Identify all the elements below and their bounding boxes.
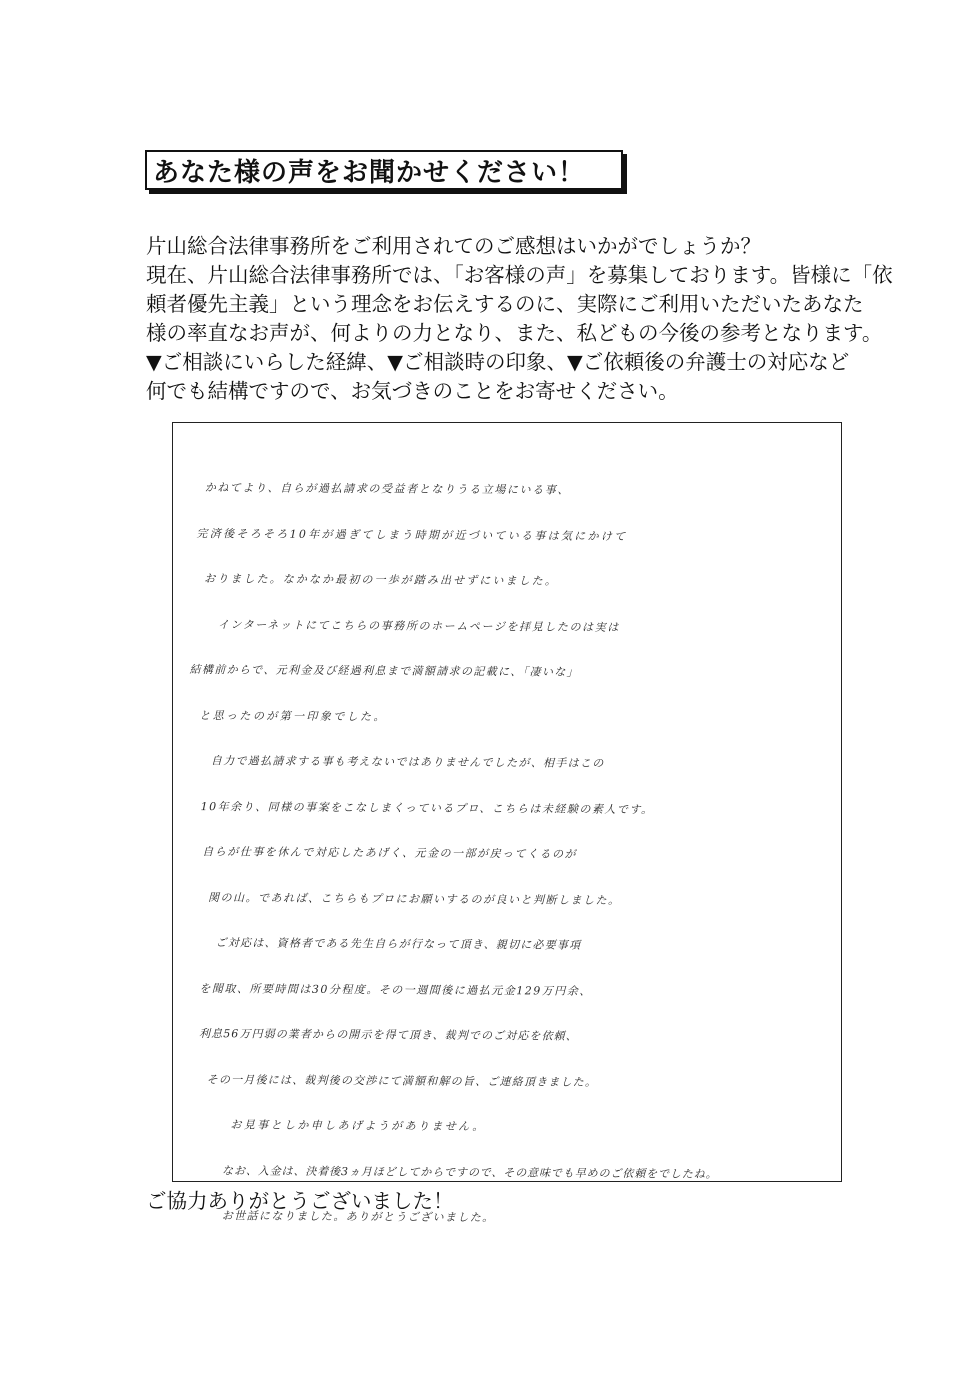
title-banner (145, 150, 623, 190)
comment-line: なお、入金は、決着後3ヵ月ほどしてからですので、その意味でも早めのご依頼をでしたね。 (222, 1163, 718, 1181)
comment-line: 完済後そろそろ10年が過ぎてしまう時期が近づいている事は気にかけて (196, 526, 628, 543)
comment-line: インターネットにてこちらの事務所のホームページを拝見したのは実は (217, 617, 620, 634)
comment-line: を聞取、所要時間は30分程度。その一週間後に過払元金129万円余、 (199, 981, 592, 998)
comment-line: 自らが仕事を休んで対応したあげく、元金の一部が戻ってくるのが (202, 845, 578, 861)
comment-line: 利息56万円弱の業者からの開示を得て頂き、裁判でのご対応を依頼、 (198, 1027, 578, 1043)
comment-line: 10年余り、同様の事案をこなしまくっているプロ、こちらは未経験の素人です。 (200, 799, 654, 816)
comment-line: その一月後には、裁判後の交渉にて満額和解の旨、ご連絡頂きました。 (206, 1072, 598, 1089)
comment-line: お見事としか申しあげようがありません。 (230, 1118, 486, 1134)
comment-line: 結構前からで、元利金及び経過利息まで満額請求の記載に、「凄いな」 (189, 662, 579, 679)
comment-line: おりました。なかなか最初の一歩が踏み出せずにいました。 (204, 572, 558, 588)
comment-line: 関の山。であれば、こちらもプロにお願いするのが良いと判断しました。 (207, 890, 621, 907)
comment-line: 自力で過払請求する事も考えないではありませんでしたが、相手はこの (210, 754, 605, 770)
intro-line: 頼者優先主義」という理念をお伝えするのに、実際にご利用いただいたあなた (146, 292, 864, 316)
comment-line: と思ったのが第一印象でした。 (199, 708, 387, 723)
intro-paragraph (146, 232, 893, 406)
page-title: あなた様の声をお聞かせください！ (153, 157, 586, 188)
comment-line: かねてより、自らが過払請求の受益者となりうる立場にいる事、 (204, 481, 571, 497)
intro-line: 現在、片山総合法律事務所では、「お客様の声」を募集しております。皆様に「依 (146, 263, 893, 287)
comment-line: お世話になりました。ありがとうございました。 (221, 1209, 495, 1225)
intro-line: ▼ご相談にいらした経緯、▼ご相談時の印象、▼ご依頼後の弁護士の対応など (146, 350, 850, 374)
handwritten-comment (186, 465, 841, 1243)
comment-line: ご対応は、資格者である先生自らが行なって頂き、親切に必要事項 (215, 936, 582, 952)
thanks-message: ご協力ありがとうございました！ (146, 1189, 454, 1213)
intro-line: 様の率直なお声が、何よりの力となり、また、私どもの今後の参考となります。 (146, 321, 883, 345)
intro-line: 何でも結構ですので、お気づきのことをお寄せください。 (146, 379, 679, 403)
intro-line: 片山総合法律事務所をご利用されてのご感想はいかがでしょうか？ (146, 234, 761, 258)
